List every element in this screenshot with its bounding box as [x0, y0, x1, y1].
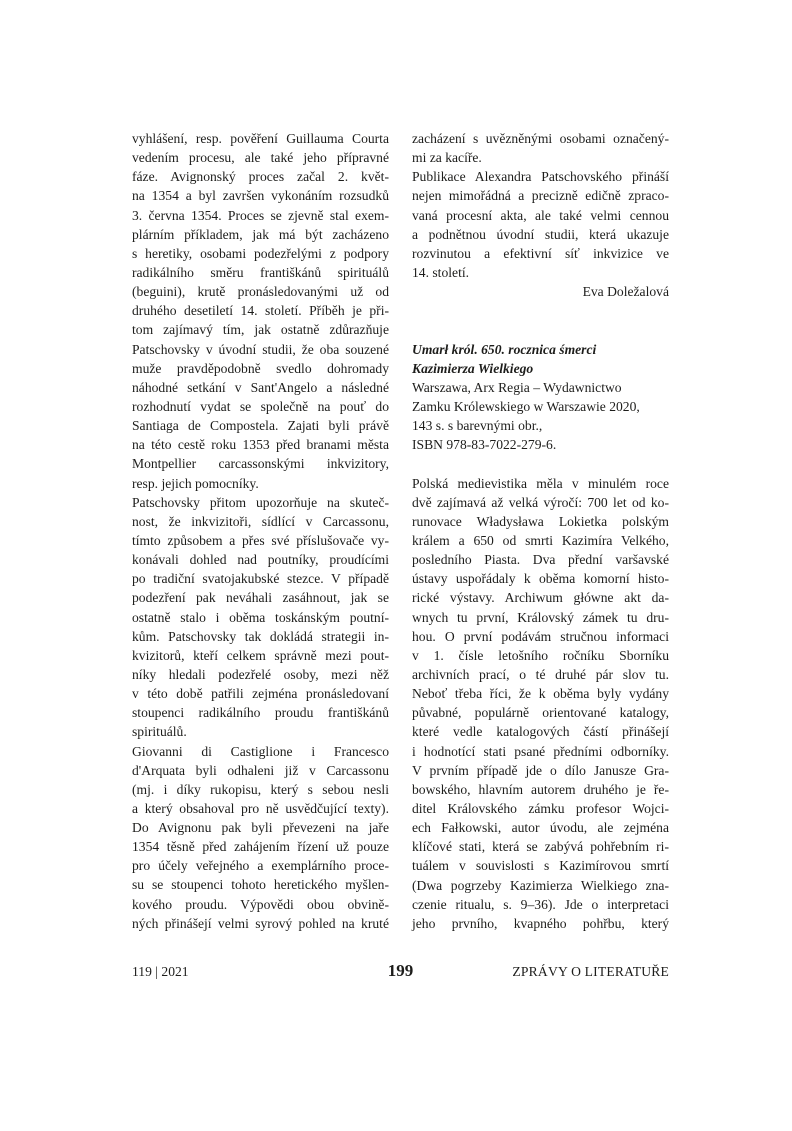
right-column: [412, 129, 669, 933]
review-meta-line: Warszawa, Arx Regia – Wydawnictwo: [412, 379, 622, 395]
text-line: kům. Patschovsky tak dokládá strategii in-: [132, 628, 389, 644]
text-line: posledního Piasta. Dva přední varšavské: [412, 552, 669, 568]
text-line: vedením procesu, ale také jeho přípravné: [132, 150, 389, 166]
text-line: 1354 těsně před zahájením řízení už pouze: [132, 839, 389, 855]
text-line: Patschovsky přitom upozorňuje na skuteč-: [132, 494, 389, 510]
text-line: resp. jejich pomocníky.: [132, 475, 259, 491]
text-line: níky hledali podezřelé osoby, mezi něž: [132, 666, 389, 682]
text-line: spirituálů.: [132, 724, 187, 740]
text-line: 14. století.: [412, 264, 470, 280]
text-line: konávali dohled nad poutníky, proudícími: [132, 552, 389, 568]
text-line: v 1. čísle letošního ročníku Sborníku: [412, 647, 669, 663]
text-line: zacházení s uvězněnými osobami označený-: [412, 131, 669, 146]
text-line: bowského, hlavním autorem druhého je ře-: [412, 781, 669, 797]
text-line: ných přinášejí velmi syrový pohled na kruté: [132, 915, 389, 931]
text-line: nejen mimořádná a precizně edičně zpraco-: [412, 188, 669, 204]
text-line: Polská medievistika měla v minulém roce: [412, 475, 669, 491]
text-line: králem a 650 od smrti Kazimíra Velkého,: [412, 532, 669, 548]
section-spacer: [412, 301, 669, 339]
text-line: tom zajímavý tím, jak ostatně zdůrazňuje: [132, 322, 389, 338]
paragraph-conclusion: [412, 167, 669, 282]
text-line: nost, že inkvizitoři, sídlící v Carcassonu,: [132, 513, 389, 529]
text-line: runovace Władysława Lokietka polským: [412, 513, 669, 529]
page-footer: [132, 961, 669, 983]
text-line: vyhlášení, resp. pověření Guillauma Courta: [132, 131, 389, 146]
text-line: Montpellier carcassonskými inkvizitory,: [132, 456, 389, 472]
text-line: a podnětnou úvodní studii, která ukazuje: [412, 226, 669, 242]
text-line: rozvinutou a efektivní síť inkvizice ve: [412, 245, 669, 261]
review-signature: Eva Doležalová: [582, 284, 669, 300]
text-line: V prvním případě jde o dílo Janusze Gra-: [412, 762, 669, 778]
text-line: na této cestě roku 1353 před branami města: [132, 437, 389, 453]
text-line: (beguini), krutě pronásledovanými už od: [132, 284, 389, 300]
text-line: Neboť třeba říci, že k oběma byly vydány: [412, 686, 669, 702]
text-line: tuálem v souvislosti s Kazimírovou smrtí: [412, 858, 669, 874]
text-line: wnych tu první, Královský zámek tu dru-: [412, 609, 669, 625]
text-line: Santiaga de Compostela. Zajati byli právě: [132, 418, 389, 434]
text-line: i hodnotící stati psané předními odborníky.: [412, 743, 669, 759]
text-line: s heretiky, osobami podezřelými z podpory: [132, 245, 389, 261]
text-line: (mj. i díky rukopisu, který s sebou nesli: [132, 781, 389, 797]
text-line: kvizitorů, kteří celkem správně mezi pout-: [132, 647, 389, 663]
text-line: Do Avignonu pak byli převezeni na jaře: [132, 820, 389, 836]
text-line: dvě zajímavá až velká výročí: 700 let od ko-: [412, 494, 669, 510]
text-line: plárním příkladem, jak má být zacházeno: [132, 226, 389, 242]
text-line: které vedle katalogových částí přinášejí: [412, 724, 669, 740]
text-line: vaná procesní akta, ale také velmi cennou: [412, 207, 669, 223]
text-line: v této době patřili zejména pronásledovaní: [132, 686, 389, 702]
text-line: stoupenci radikálního proudu františkánů: [132, 705, 389, 721]
text-line: archivních prací, o té druhé pár slov tu.: [412, 666, 669, 682]
section-spacer: [412, 454, 669, 473]
text-line: Publikace Alexandra Patschovského přináší: [412, 169, 669, 185]
journal-name: ZPRÁVY O LITERATUŘE: [512, 964, 669, 979]
text-line: ostatně stalo i oběma toskánským poutní-: [132, 609, 389, 625]
text-line: po tradiční svatojakubské stezce. V případě: [132, 571, 389, 587]
text-line: podezření pak neváhali zasáhnout, jak se: [132, 590, 389, 606]
issue-info: 119 | 2021: [132, 964, 189, 979]
left-column: [132, 129, 389, 933]
text-line: fáze. Avignonský proces začal 2. květ-: [132, 169, 389, 185]
text-line: a který obsahoval pro ně usvědčující texty).: [132, 800, 389, 816]
review-title-line: Kazimierza Wielkiego: [412, 360, 534, 376]
text-line: d'Arquata byli odhaleni již v Carcassonu: [132, 762, 389, 778]
paragraph-continuation: [412, 129, 669, 167]
text-line: czenie ritualu, s. 9–36). Jde o interpretaci: [412, 896, 669, 912]
text-line: hou. O první podávám stručnou informaci: [412, 628, 669, 644]
text-line: ditel Královského zámku profesor Wojci-: [412, 800, 669, 816]
text-line: druhého desetiletí 14. století. Příběh je při-: [132, 303, 389, 319]
text-line: ech Fałkowski, autor úvodu, ale zejména: [412, 820, 669, 836]
text-line: na 1354 a byl završen vykonáním rozsudků: [132, 188, 389, 204]
review-meta-line: ISBN 978-83-7022-279-6.: [412, 437, 557, 453]
text-line: náhodné setkání v Sant'Angelo a následné: [132, 379, 389, 395]
text-line: mi za kacíře.: [412, 150, 482, 166]
text-line: jeho prvního, kvapného pohřbu, který: [412, 915, 669, 931]
review-title: [412, 340, 669, 378]
text-line: klíčové stati, která se zabývá pohřebním ri-: [412, 839, 669, 855]
review-meta-line: Zamku Królewskiego w Warszawie 2020,: [412, 398, 640, 414]
text-line: pro účely veřejného a exemplárního proce-: [132, 858, 389, 874]
text-line: Giovanni di Castiglione i Francesco: [132, 743, 389, 759]
text-line: rozhodnutí vydat se společně na pouť do: [132, 398, 389, 414]
text-line: Patschovsky v úvodní studii, že oba souzené: [132, 341, 389, 357]
review-meta-line: 143 s. s barevnými obr.,: [412, 418, 543, 434]
text-line: muže pravděpodobně svedlo dohromady: [132, 360, 389, 376]
text-line: kového proudu. Výpovědi obou obvině-: [132, 896, 389, 912]
text-line: su se stoupenci tohoto heretického myšlen-: [132, 877, 389, 893]
text-line: 3. června 1354. Proces se zjevně stal exem-: [132, 207, 389, 223]
page-number: 199: [387, 961, 414, 980]
review-bibliographic-info: [412, 378, 669, 455]
text-line: (Dwa pogrzeby Kazimierza Wielkiego zna-: [412, 877, 669, 893]
text-line: ústavy uspořádaly k oběma komorní histo-: [412, 571, 669, 587]
text-line: tímto způsobem a přes své příslušovače vy-: [132, 532, 389, 548]
text-line: radikálního směru františkánů spirituálů: [132, 264, 389, 280]
text-line: rické výstavy. Archiwum główne akt da-: [412, 590, 669, 606]
review-title-line: Umarł król. 650. rocznica śmerci: [412, 341, 597, 357]
text-line: půvabné, populárně orientované katalogy,: [412, 705, 669, 721]
review-body: [412, 474, 669, 933]
